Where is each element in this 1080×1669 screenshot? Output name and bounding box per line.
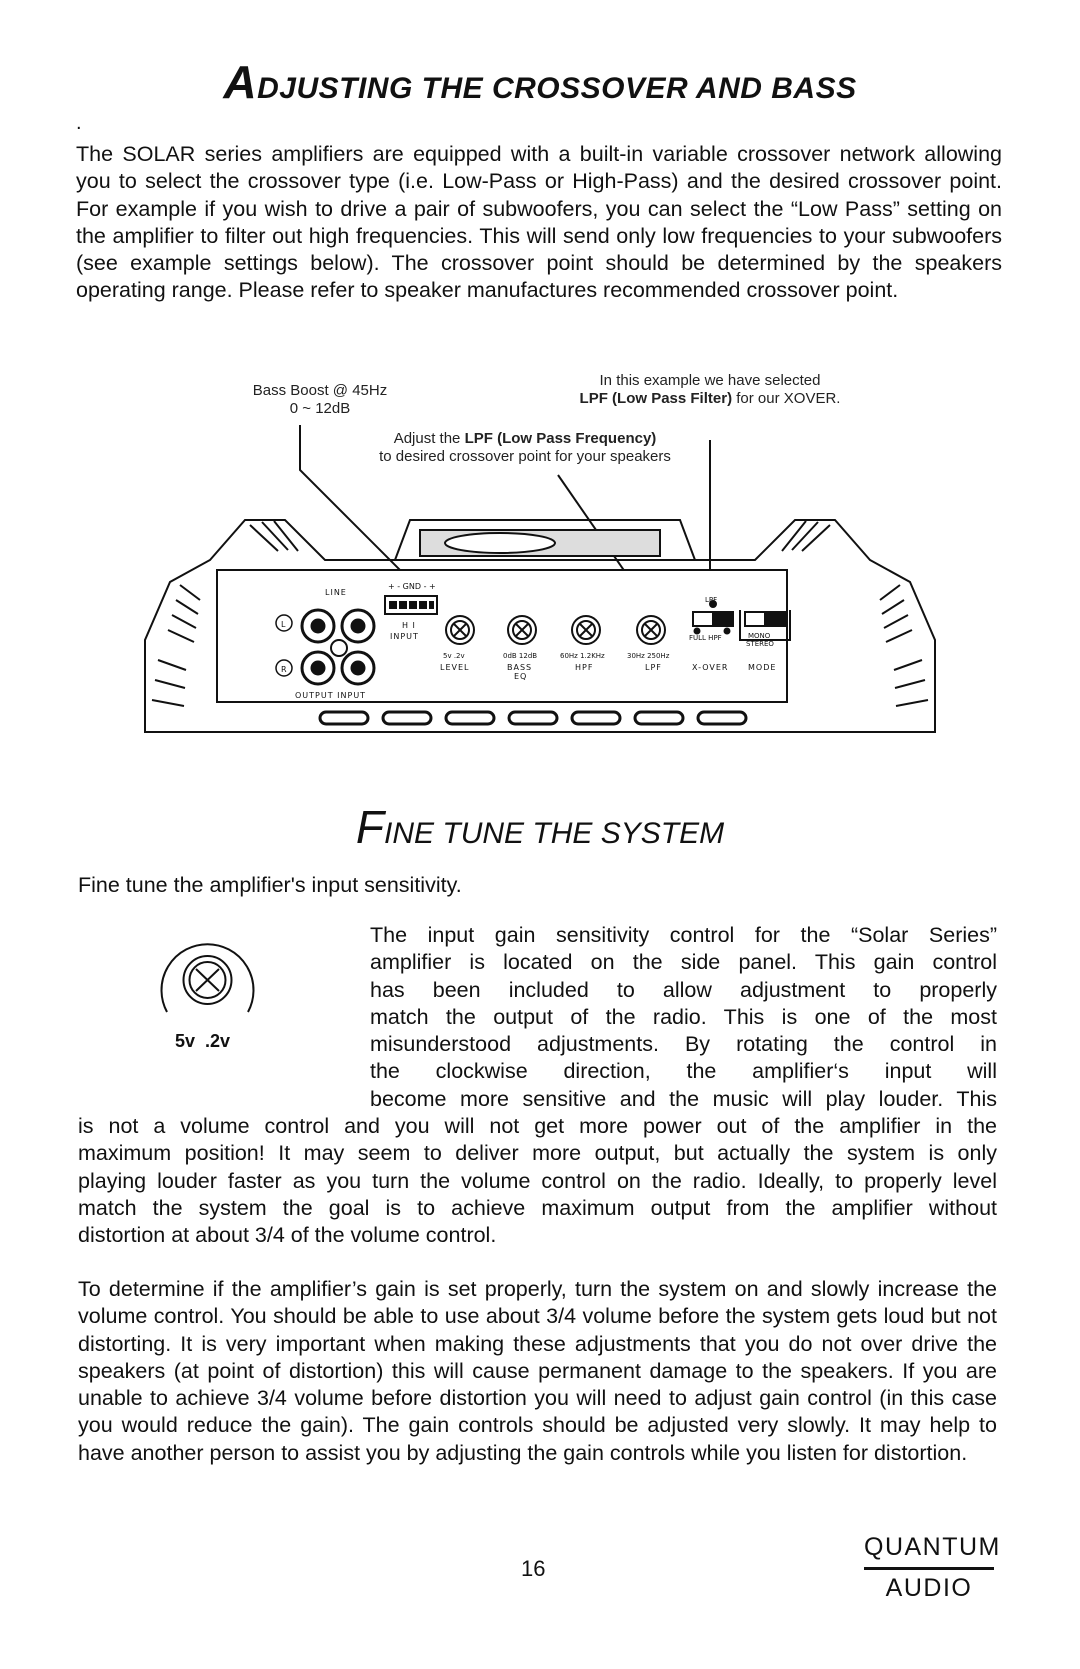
panel-input-label: INPUT — [390, 632, 419, 641]
brand-logo — [864, 1533, 1001, 1603]
panel-l-label: L — [281, 620, 286, 629]
panel-stereo-label: STEREO — [746, 640, 774, 648]
lpf-callout-bold: LPF (Low Pass Frequency) — [464, 430, 657, 447]
gain-paragraph-wrap — [370, 922, 997, 1113]
panel-hi-label: H I — [402, 621, 416, 630]
xover-callout-line1: In this example we have selected — [599, 372, 821, 389]
gain-paragraph-full — [78, 1113, 997, 1249]
full-line: match the system the goal is to achieve maximum output from the amplifier without — [78, 1195, 997, 1220]
full-line: maximum position! It may seem to deliver more output, but actually the system is only — [78, 1141, 997, 1166]
title2-initial: F — [355, 801, 385, 853]
brand-top: QUANTUM — [864, 1533, 1001, 1561]
panel-gnd-label: + - GND - + — [388, 582, 436, 591]
panel-level-values: 5v .2v — [443, 652, 465, 660]
lpf-knob — [637, 616, 665, 644]
wrap-line: become more sensitive and the music will play louder. This — [370, 1086, 997, 1111]
wrap-line: misunderstood adjustments. By rotating the control in — [370, 1032, 997, 1057]
panel-lpf-label: LPF — [645, 663, 662, 672]
stray-dot: . — [76, 112, 82, 134]
panel-eq-label: EQ — [514, 672, 528, 681]
bass-eq-knob — [508, 616, 536, 644]
lpf-callout-line2: to desired crossover point for your speakers — [379, 448, 671, 465]
wrap-line: has been included to allow adjustment to properly — [370, 977, 997, 1002]
section-title-fine-tune — [0, 800, 1080, 854]
level-knob — [446, 616, 474, 644]
panel-line-label: LINE — [325, 588, 347, 597]
brand-bottom: AUDIO — [885, 1574, 973, 1602]
panel-hpf-label: HPF — [575, 663, 594, 672]
page-number: 16 — [521, 1556, 546, 1581]
gain-knob-label: 5v .2v — [175, 1031, 231, 1051]
bass-callout-line1: Bass Boost @ 45Hz — [252, 382, 388, 399]
title-initial: A — [223, 56, 258, 108]
gain-setting-paragraph: To determine if the amplifier’s gain is set properly, turn the system on and slowly increase the volume control. You should be able to use about 3/4 volume before the system gets loud but not distorting. It is very important when making these adjustments that you do not over drive the speakers (at point of distortion) this will cause permanent damage to the speakers. If you are unable to achieve 3/4 volume before distortion you will need to adjust gain control (in this case you would reduce the gain). The gain controls should be adjusted very slowly. It may help to have another person to assist you by adjusting the gain controls while you listen for distortion. — [78, 1277, 997, 1465]
panel-mono-label: MONO — [748, 632, 771, 640]
panel-level-label: LEVEL — [440, 663, 470, 672]
panel-full-hpf-label: FULL HPF — [689, 634, 722, 642]
lpf-callout-pre: Adjust the — [393, 430, 465, 447]
bass-callout-line2: 0 ~ 12dB — [289, 400, 351, 417]
panel-bass-label: BASS — [507, 663, 533, 672]
panel-mode-label: MODE — [748, 663, 777, 672]
panel-r-label: R — [281, 665, 287, 674]
wrap-line: The input gain sensitivity control for the “Solar Series” — [370, 923, 997, 947]
full-line: is not a volume control and you will not get more power out of the amplifier in the — [78, 1114, 997, 1138]
hpf-knob — [572, 616, 600, 644]
wrap-line: match the output of the radio. This is one of the most — [370, 1004, 997, 1029]
panel-xover-lpf-label: LPF — [705, 596, 718, 604]
panel-hpf-values: 60Hz 1.2KHz — [560, 652, 605, 660]
title2-rest: INE TUNE THE SYSTEM — [384, 817, 725, 850]
full-line: distortion at about 3/4 of the volume control. — [78, 1223, 497, 1248]
xover-callout-rest: for our XOVER. — [732, 390, 841, 407]
crossover-paragraph: The SOLAR series amplifiers are equipped with a built-in variable crossover network allowing you to select the crossover type (i.e. Low-Pass or High-Pass) and the desired crossover point. For example if you wish to drive a pair of subwoofers, you can select the “Low Pass” setting on the amplifier to filter out high frequencies. This will send only low frequencies to your subwoofers (see example settings below). The crossover point should be determined by the speakers operating range. Please refer to speaker manufactures recommended crossover point. — [76, 142, 1002, 303]
fine-tune-intro: Fine tune the amplifier's input sensitivity. — [78, 873, 462, 897]
panel-bass-values: 0dB 12dB — [503, 652, 538, 660]
brand-rule — [864, 1567, 994, 1570]
panel-output-input-label: OUTPUT INPUT — [295, 691, 367, 700]
amplifier-diagram — [0, 0, 1080, 760]
panel-xover-label: X-OVER — [692, 663, 729, 672]
title-rest: DJUSTING THE CROSSOVER AND BASS — [257, 72, 857, 105]
wrap-line: the clockwise direction, the amplifier‘s input will — [370, 1059, 997, 1084]
wrap-line: amplifier is located on the side panel. This gain control — [370, 950, 997, 975]
xover-callout-bold: LPF (Low Pass Filter) — [579, 390, 733, 407]
panel-lpf-values: 30Hz 250Hz — [627, 652, 670, 660]
gain-knob-illustration — [155, 932, 260, 1027]
vent-slots — [320, 712, 746, 724]
amplifier-body — [145, 520, 935, 732]
full-line: playing louder faster as you turn the volume control on the radio. Ideally, to properly level — [78, 1168, 997, 1193]
